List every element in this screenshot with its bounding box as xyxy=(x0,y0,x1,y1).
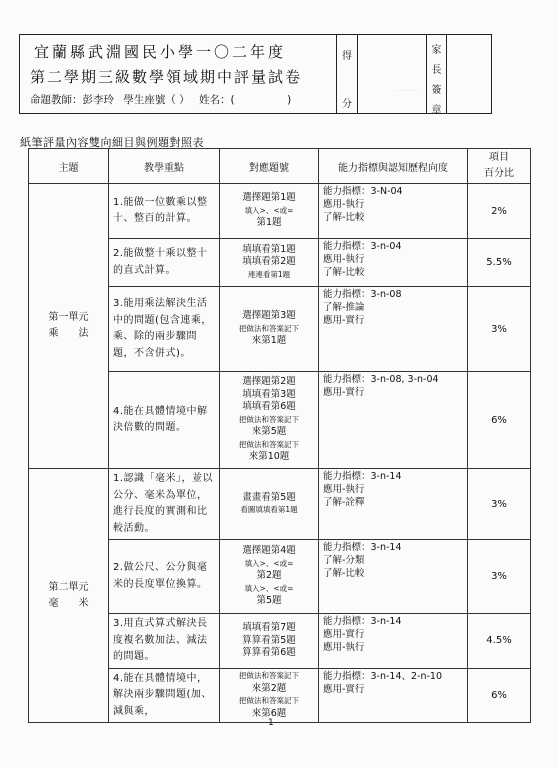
item-numbers-cell xyxy=(220,469,319,540)
item-number-line: 算算看第6題 xyxy=(242,647,296,658)
item-numbers-cell xyxy=(220,184,319,239)
item-number-line: 把做法和答案記下 xyxy=(239,696,299,706)
item-number-line: 填填看第2題 xyxy=(242,256,296,268)
ability-line: 應用-實行 xyxy=(323,683,365,695)
item-number-line: 選擇題第3題 xyxy=(242,310,296,322)
ability-indicator-cell xyxy=(319,239,468,287)
item-number-line: 看圖填填看第1題 xyxy=(240,505,298,514)
item-number-line: 第1題 xyxy=(256,217,282,229)
ability-line: 應用-實行 xyxy=(323,315,365,326)
col-header-ability: 能力指標與認知歷程向度 xyxy=(319,149,468,184)
ability-line: 了解-比較 xyxy=(323,267,365,278)
ability-line: 能力指標：3-n-14 xyxy=(323,542,402,553)
item-number-line: 來第1題 xyxy=(251,335,287,347)
item-numbers-cell xyxy=(220,372,319,469)
ability-indicator-cell xyxy=(319,287,468,372)
item-numbers-cell xyxy=(220,287,319,372)
percent-cell: 3% xyxy=(468,469,531,540)
ability-line: 能力指標：3-n-14 xyxy=(323,616,402,627)
teaching-focus-cell: 4.能在具體情境中，解決兩步驟問題(加、減與乘， xyxy=(109,668,220,723)
item-number-line: 第2題 xyxy=(256,570,282,582)
item-number-line: 填填看第6題 xyxy=(242,401,296,413)
table-row xyxy=(29,469,531,540)
teaching-focus-cell: 3.能用乘法解決生活中的問題(包含連乘，乘、除的兩步驟問題，不含併式)。 xyxy=(109,287,220,372)
item-numbers-cell xyxy=(220,239,319,287)
item-number-line: 填入>、<或= xyxy=(244,583,294,593)
teacher-label: 命題教師：彭李玲 xyxy=(30,94,114,106)
teaching-focus-cell: 1.能做一位數乘以整十、整百的計算。 xyxy=(109,184,220,239)
item-number-line: 連連看第1題 xyxy=(247,269,291,279)
parent-sign-char: 家 xyxy=(431,45,442,56)
percent-cell: 2% xyxy=(468,184,531,239)
item-number-line: 填入>、<或= xyxy=(244,205,294,215)
item-number-line: 選擇題第4題 xyxy=(242,545,296,557)
unit-name-line2: 毫 米 xyxy=(48,597,89,609)
col-header-topic: 主題 xyxy=(29,149,109,184)
item-number-line: 來第5題 xyxy=(251,426,287,438)
seat-number-field[interactable]: 學生座號（ ） xyxy=(123,94,190,106)
ability-line: 了解-詮釋 xyxy=(323,497,365,508)
parent-sign-char: 長 xyxy=(431,65,442,76)
item-number-line: 填填看第1題 xyxy=(242,243,296,255)
item-number-line: 選擇題第2題 xyxy=(242,376,296,388)
item-number-line: 算算看第5題 xyxy=(242,634,296,646)
item-number-line: 把做法和答案記下 xyxy=(239,323,299,333)
unit-name-cell xyxy=(29,469,109,723)
table-row xyxy=(29,184,531,239)
ability-indicator-cell xyxy=(319,469,468,540)
col-header-focus: 教學重點 xyxy=(109,149,220,184)
percent-cell: 3% xyxy=(468,287,531,372)
ability-line: 能力指標：3-n-04 xyxy=(323,241,402,252)
col-header-percent-l1: 項目 xyxy=(489,152,509,163)
exam-header-box xyxy=(19,34,492,114)
ability-line: 應用-實行 xyxy=(323,629,365,640)
col-header-percent xyxy=(468,149,531,184)
teaching-focus-cell: 3.用直式算式解決長度複名數加法、減法的問題。 xyxy=(109,614,220,669)
exam-title-line2: 第二學期三級數學領域期中評量試卷 xyxy=(30,68,303,86)
ability-line: 了解-比較 xyxy=(323,212,365,223)
item-number-line: 第5題 xyxy=(256,595,282,607)
table-header-row xyxy=(29,149,531,184)
teaching-focus-cell: 4.能在具體情境中解決倍數的問題。 xyxy=(109,372,220,469)
item-number-line: 把做法和答案記下 xyxy=(239,439,299,449)
percent-cell: 6% xyxy=(468,668,531,723)
ability-line: 能力指標：3-n-14 xyxy=(323,471,402,482)
ability-line: 能力指標：3-n-08, 3-n-04 xyxy=(323,374,439,385)
section-title: 紙筆評量內容雙向細目與例題對照表 xyxy=(20,136,204,149)
ability-line: 應用-執行 xyxy=(323,254,365,265)
percent-cell: 3% xyxy=(468,540,531,614)
teaching-focus-cell: 2.做公尺、公分與毫米的長度單位換算。 xyxy=(109,540,220,614)
item-numbers-cell xyxy=(220,614,319,669)
student-name-field[interactable]: 姓名：( ) xyxy=(199,94,292,106)
ability-indicator-cell xyxy=(319,668,468,723)
percent-cell: 5.5% xyxy=(468,239,531,287)
parent-signature-box[interactable] xyxy=(448,35,491,113)
item-number-line: 選擇題第1題 xyxy=(242,192,296,204)
page-number: 1 xyxy=(268,718,274,728)
ability-line: 能力指標：3-N-04 xyxy=(323,186,403,197)
ability-indicator-cell xyxy=(319,614,468,669)
ability-indicator-cell xyxy=(319,184,468,239)
ability-line: 能力指標：3-n-14、2-n-10 xyxy=(323,670,443,682)
ability-line: 了解-分類 xyxy=(323,555,365,566)
item-number-line: 填填看第3題 xyxy=(242,388,296,400)
teaching-focus-cell: 2.能做整十乘以整十的直式計算。 xyxy=(109,239,220,287)
exam-title-line1: 宜蘭縣武淵國民小學一〇二年度 xyxy=(34,43,287,61)
parent-sign-char: 簽 xyxy=(431,85,442,96)
ability-indicator-cell xyxy=(319,372,468,469)
parent-sign-char: 章 xyxy=(431,105,442,116)
table-body xyxy=(29,184,531,723)
teaching-focus-cell: 1.認識「毫米」，並以公分、毫米為單位，進行長度的實測和比較活動。 xyxy=(109,469,220,540)
ability-line: 了解-推論 xyxy=(323,302,365,313)
ability-line: 應用-執行 xyxy=(323,484,365,495)
ability-line: 能力指標：3-n-08 xyxy=(323,289,402,300)
score-label-cell xyxy=(337,35,358,113)
percent-cell: 6% xyxy=(468,372,531,469)
ability-line: 應用-執行 xyxy=(323,199,365,210)
bleed-through-text: ……… xyxy=(395,84,419,93)
score-entry-box[interactable] xyxy=(358,35,427,113)
col-header-items: 對應題號 xyxy=(220,149,319,184)
unit-name-line1: 第二單元 xyxy=(48,581,89,593)
unit-name-line1: 第一單元 xyxy=(48,312,89,323)
item-number-line: 來第10題 xyxy=(248,451,290,463)
col-header-percent-l2: 百分比 xyxy=(484,168,514,179)
item-number-line: 來第2題 xyxy=(251,682,287,694)
unit-name-line2: 乘 法 xyxy=(48,328,89,339)
parent-signature-label xyxy=(427,35,447,116)
exam-info-line xyxy=(30,92,297,107)
percent-cell: 4.5% xyxy=(468,614,531,669)
ability-indicator-cell xyxy=(319,540,468,614)
score-label-top: 得 xyxy=(342,51,352,62)
item-numbers-cell xyxy=(220,668,319,723)
exam-title-block xyxy=(20,35,337,113)
item-numbers-cell xyxy=(220,540,319,614)
item-number-line: 填填看第7題 xyxy=(242,622,296,633)
ability-line: 應用-執行 xyxy=(323,642,365,653)
item-number-line: 填入>、<或= xyxy=(244,558,294,568)
item-number-line: 畫畫看第5題 xyxy=(242,491,296,503)
score-label-bottom: 分 xyxy=(342,99,352,110)
ability-line: 應用-實行 xyxy=(323,387,365,398)
unit-name-cell xyxy=(29,184,109,469)
ability-line: 了解-比較 xyxy=(323,568,365,579)
item-number-line: 把做法和答案記下 xyxy=(239,671,299,681)
item-number-line: 把做法和答案記下 xyxy=(239,414,299,424)
spec-table xyxy=(28,148,531,723)
item-number-line: 來第6題 xyxy=(251,707,287,719)
